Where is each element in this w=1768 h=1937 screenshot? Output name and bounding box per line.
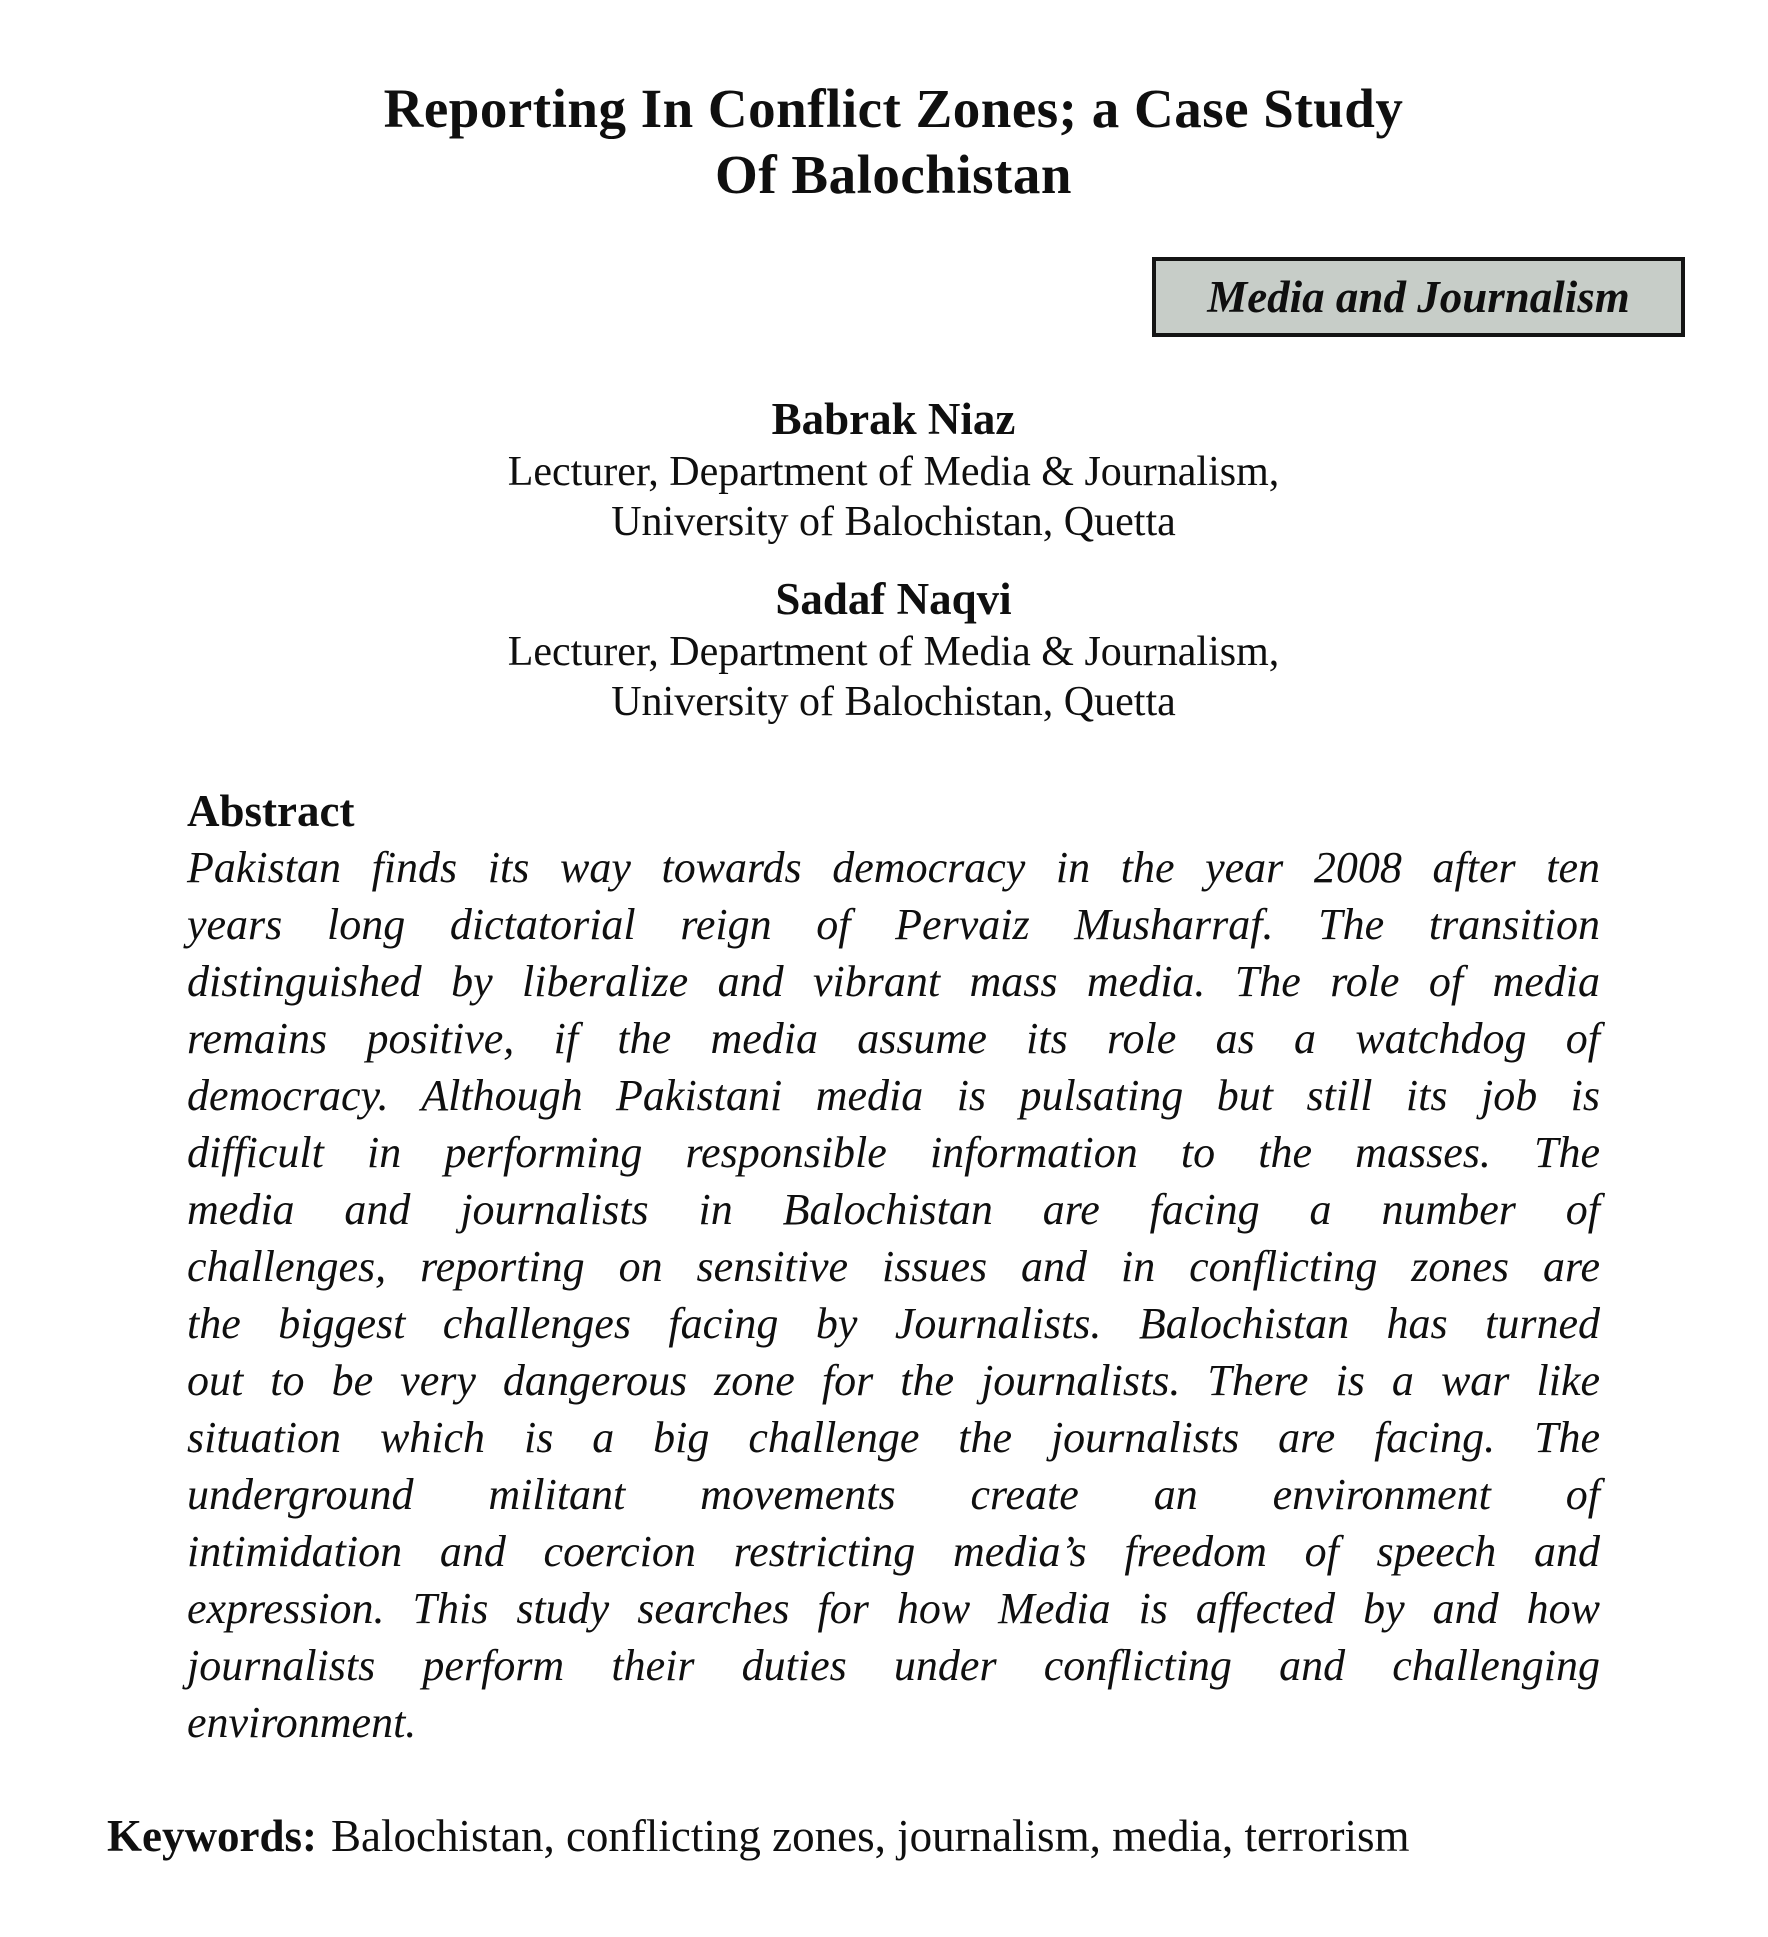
abstract-text-line: years long dictatorial reign of Pervaiz Musharraf. The transition <box>187 900 1600 949</box>
author-affiliation-line: Lecturer, Department of Media & Journalism, <box>507 629 1280 675</box>
category-badge <box>1152 257 1685 337</box>
author-affiliation-line: University of Balochistan, Quetta <box>611 499 1176 545</box>
paper-title-line-2: Of Balochistan <box>715 144 1072 205</box>
abstract-body <box>187 839 1600 1751</box>
abstract-text-line: difficult in performing responsible information to the masses. The <box>187 1128 1600 1177</box>
abstract-text-line: challenges, reporting on sensitive issues and in conflicting zones are <box>187 1242 1600 1291</box>
keywords-line <box>107 1809 1680 1864</box>
abstract-text-line: remains positive, if the media assume its role as a watchdog of <box>187 1014 1600 1063</box>
abstract-text-line: expression. This study searches for how Media is affected by and how <box>187 1584 1600 1633</box>
abstract-text-line: democracy. Although Pakistani media is pulsating but still its job is <box>187 1071 1600 1120</box>
abstract-text-line: journalists perform their duties under conflicting and challenging <box>187 1641 1600 1690</box>
abstract-text-line: underground militant movements create an environment of <box>187 1470 1600 1519</box>
keywords-label: Keywords: <box>107 1811 317 1861</box>
keywords-text: Balochistan, conflicting zones, journalism, media, terrorism <box>330 1811 1410 1861</box>
author-name: Sadaf Naqvi <box>775 574 1012 624</box>
abstract-text-line: the biggest challenges facing by Journalists. Balochistan has turned <box>187 1299 1600 1348</box>
abstract-text-line: out to be very dangerous zone for the journalists. There is a war like <box>187 1356 1600 1405</box>
abstract-text-line: environment. <box>187 1698 417 1747</box>
paper-title-line-1: Reporting In Conflict Zones; a Case Study <box>383 78 1404 139</box>
abstract-text-line: distinguished by liberalize and vibrant mass media. The role of media <box>187 957 1600 1006</box>
abstract-text-line: intimidation and coercion restricting media’s freedom of speech and <box>187 1527 1600 1576</box>
author-affiliation-line: Lecturer, Department of Media & Journalism, <box>507 449 1280 495</box>
author-block-2 <box>107 572 1680 727</box>
abstract-heading: Abstract <box>187 786 355 836</box>
author-block-1 <box>107 392 1680 547</box>
abstract-text-line: situation which is a big challenge the journalists are facing. The <box>187 1413 1600 1462</box>
author-affiliation-line: University of Balochistan, Quetta <box>611 679 1176 725</box>
category-badge-label: Media and Journalism <box>1207 272 1630 322</box>
abstract-text-line: Pakistan finds its way towards democracy in the year 2008 after ten <box>187 843 1600 892</box>
paper-title <box>107 76 1680 208</box>
abstract-text-line: media and journalists in Balochistan are facing a number of <box>187 1185 1600 1234</box>
abstract-section <box>187 783 1600 1751</box>
authors-section <box>107 392 1680 727</box>
page-content-column <box>107 76 1680 1864</box>
author-name: Babrak Niaz <box>771 394 1016 444</box>
